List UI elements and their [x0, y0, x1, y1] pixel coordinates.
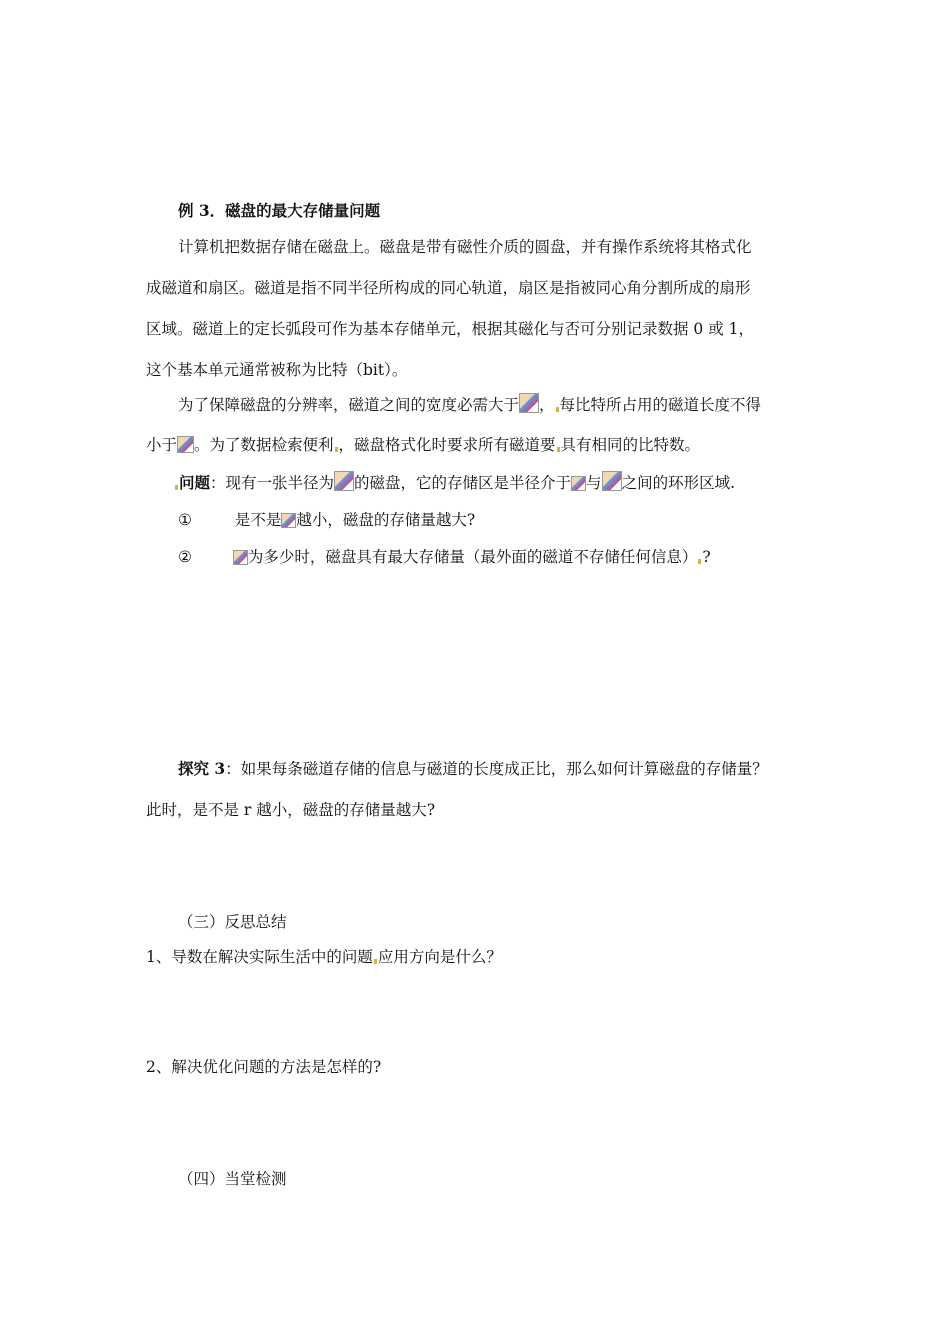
reflect-question-1 [146, 946, 502, 968]
paragraph-line: 这个基本单元通常被称为比特（bit）。 [146, 361, 408, 379]
formula-image-icon [602, 471, 622, 491]
text-span: ，磁盘格式化时要求所有磁道要 [338, 436, 556, 454]
question-label: 问题 [179, 473, 211, 492]
anchor-mark-icon [556, 407, 559, 412]
text-span: 1、导数在解决实际生活中的问题 [146, 948, 373, 966]
text-span: 越小，磁盘的存储量越大? [296, 511, 476, 529]
paragraph-line: 计算机把数据存储在磁盘上。磁盘是带有磁性介质的圆盘，并有操作系统将其格式化 [178, 238, 752, 256]
paragraph-line [178, 393, 761, 416]
reflect-question-2: 2、解决优化问题的方法是怎样的? [146, 1058, 382, 1076]
text-span: 应用方向是什么？ [377, 948, 502, 966]
list-number: ② [178, 548, 192, 566]
formula-image-icon [519, 393, 539, 413]
list-item-2 [178, 546, 711, 568]
section-heading: （三）反思总结 [178, 913, 287, 931]
paragraph-line: 成磁道和扇区。磁道是指不同半径所构成的同心轨道，扇区是指被同心角分割所成的扇形 [146, 279, 751, 297]
anchor-mark-icon [175, 485, 178, 490]
anchor-mark-icon [698, 559, 701, 564]
formula-image-icon [281, 513, 296, 528]
paragraph-line: 区域。磁道上的定长弧段可作为基本存储单元，根据其磁化与否可分别记录数据 0 或 1， [146, 320, 755, 338]
text-span: 每比特所占用的磁道长度不得 [559, 396, 762, 414]
text-span: 的磁盘，它的存储区是半径介于 [354, 474, 572, 492]
formula-image-icon [571, 476, 586, 491]
text-span: 为了保障磁盘的分辨率，磁道之间的宽度必需大于 [178, 396, 520, 414]
text-span: ：如果每条磁道存储的信息与磁道的长度成正比，那么如何计算磁盘的存储量？ [225, 760, 768, 778]
text-span: 为多少时，磁盘具有最大存储量（最外面的磁道不存储任何信息） [247, 548, 698, 566]
anchor-mark-icon [557, 447, 560, 452]
anchor-mark-icon [374, 959, 377, 964]
text-span: 与 [586, 474, 602, 492]
explore-line: 此时，是不是 r 越小，磁盘的存储量越大? [146, 801, 436, 819]
text-span: 小于 [146, 436, 178, 454]
example-title: 例 3．磁盘的最大存储量问题 [178, 201, 381, 220]
formula-image-icon [177, 436, 194, 453]
anchor-mark-icon [335, 447, 338, 452]
explore-line [178, 758, 768, 780]
text-span: ? [702, 548, 711, 566]
formula-image-icon [334, 471, 354, 491]
text-span: 之间的环形区域. [621, 474, 735, 492]
list-number: ① [178, 511, 192, 529]
list-item-1 [178, 509, 475, 531]
explore-label: 探究 3 [178, 759, 226, 778]
text-span: 。为了数据检索便利 [194, 436, 334, 454]
text-span: 具有相同的比特数。 [560, 436, 701, 454]
text-span: ， [539, 396, 555, 414]
section-heading: （四）当堂检测 [178, 1170, 287, 1188]
formula-image-icon [233, 550, 248, 565]
text-span: 是不是 [234, 511, 282, 529]
text-span: ：现有一张半径为 [210, 474, 335, 492]
paragraph-line [146, 434, 700, 456]
question-line [174, 471, 735, 494]
